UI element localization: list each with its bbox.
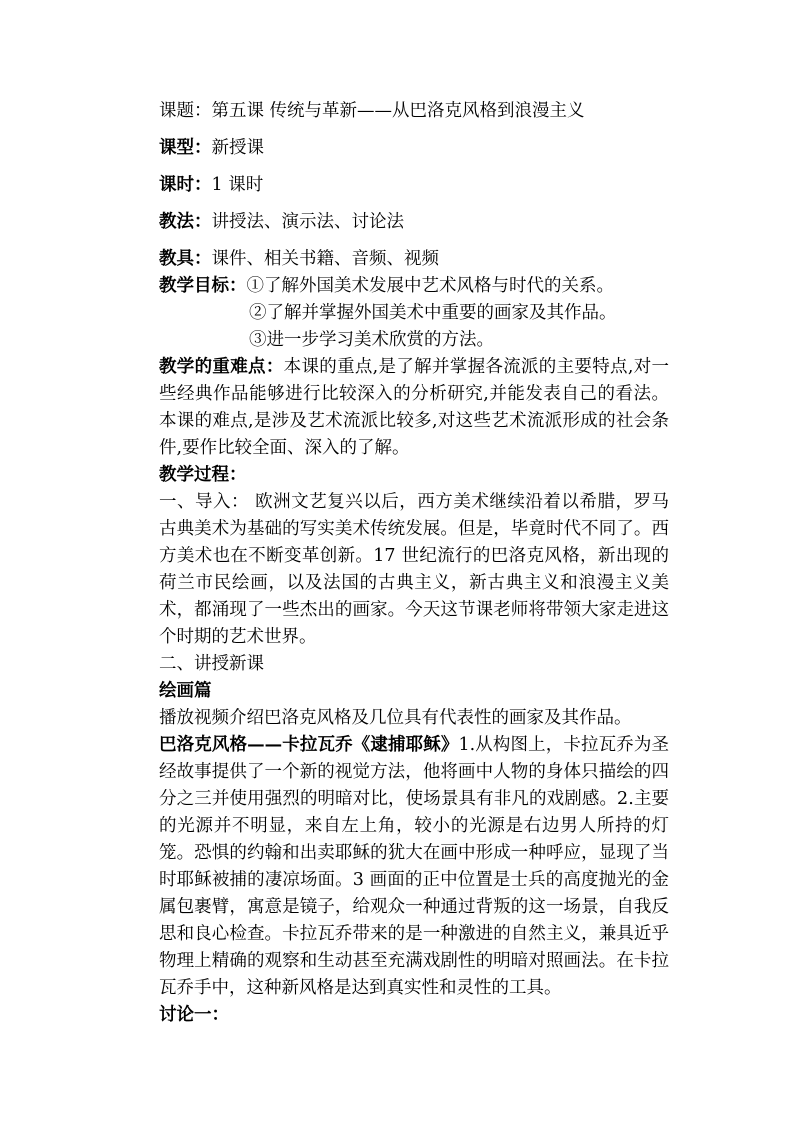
lesson-type-value: 新授课 xyxy=(211,138,264,158)
document-page xyxy=(159,98,669,1029)
lesson-type-label: 课型： xyxy=(159,138,212,158)
teaching-goal-1: ①了解外国美术发展中艺术风格与时代的关系。 xyxy=(246,276,614,296)
painting-heading: 绘画篇 xyxy=(159,681,212,701)
baroque-paragraph xyxy=(159,732,669,1002)
teaching-goal-3: ③进一步学习美术欣赏的方法。 xyxy=(249,330,494,350)
section-two-heading: 二、讲授新课 xyxy=(159,654,264,674)
teaching-method xyxy=(159,209,669,236)
baroque-text: 1.从构图上，卡拉瓦乔为圣经故事提供了一个新的视觉方法，他将画中人物的身体只描绘的四分之三并使用强烈的明暗对比，使场景具有非凡的戏剧感。2.主要的光源并不明显，来自左上角，较小的光源是右边男人所持的灯笼。恐惧的约翰和出卖耶稣的犹大在画中形成一种呼应，显现了当时耶稣被捕的凄凉场面。3 画面的正中位置是士兵的高度抛光的金属包裹臂，寓意是镜子，给观众一种通过背叛的这一场景，自我反思和良心检查。卡拉瓦乔带来的是一种激进的自然主义，兼具近乎物理上精确的观察和生动甚至充满戏剧性的明暗对照画法。在卡拉瓦乔手中，这种新风格是达到真实性和灵性的工具。 xyxy=(159,735,669,998)
teaching-goal-2: ②了解并掌握外国美术中重要的画家及其作品。 xyxy=(249,303,617,323)
teaching-goals xyxy=(159,273,669,300)
key-difficult-points xyxy=(159,354,669,462)
lesson-hours-label: 课时： xyxy=(159,175,212,195)
teaching-process-label: 教学过程： xyxy=(159,465,247,485)
lesson-title: 课题：第五课 传统与革新——从巴洛克风格到浪漫主义 xyxy=(159,101,585,121)
teaching-method-label: 教法： xyxy=(159,212,212,232)
teaching-aids xyxy=(159,246,669,273)
lesson-hours-value: 1 课时 xyxy=(211,175,264,195)
baroque-heading: 巴洛克风格——卡拉瓦乔《逮捕耶稣》 xyxy=(159,735,459,755)
video-intro-line: 播放视频介绍巴洛克风格及几位具有代表性的画家及其作品。 xyxy=(159,708,632,728)
lesson-type xyxy=(159,135,669,162)
teaching-goals-label: 教学目标： xyxy=(159,276,247,296)
key-points-label: 教学的重难点： xyxy=(159,357,284,377)
teaching-aids-value: 课件、相关书籍、音频、视频 xyxy=(211,249,439,269)
discussion-one-label: 讨论一： xyxy=(159,1005,229,1025)
key-points-text: 本课的重点,是了解并掌握各流派的主要特点,对一些经典作品能够进行比较深入的分析研究,并能发表自己的看法。本课的难点,是涉及艺术流派比较多,对这些艺术流派形成的社会条件,要作比较全面、深入的了解。 xyxy=(159,357,670,458)
lesson-hours xyxy=(159,172,669,199)
teaching-aids-label: 教具： xyxy=(159,249,212,269)
introduction-paragraph: 一、导入： 欧洲文艺复兴以后，西方美术继续沿着以希腊，罗马古典美术为基础的写实美术传统发展。但是，毕竟时代不同了。西方美术也在不断变革创新。17 世纪流行的巴洛克风格，新出现的荷兰市民绘画，以及法国的古典主义，新古典主义和浪漫主义美术，都涌现了一些杰出的画家。今天这节课老师将带领大家走进这个时期的艺术世界。 xyxy=(159,492,669,647)
teaching-method-value: 讲授法、演示法、讨论法 xyxy=(211,212,404,232)
